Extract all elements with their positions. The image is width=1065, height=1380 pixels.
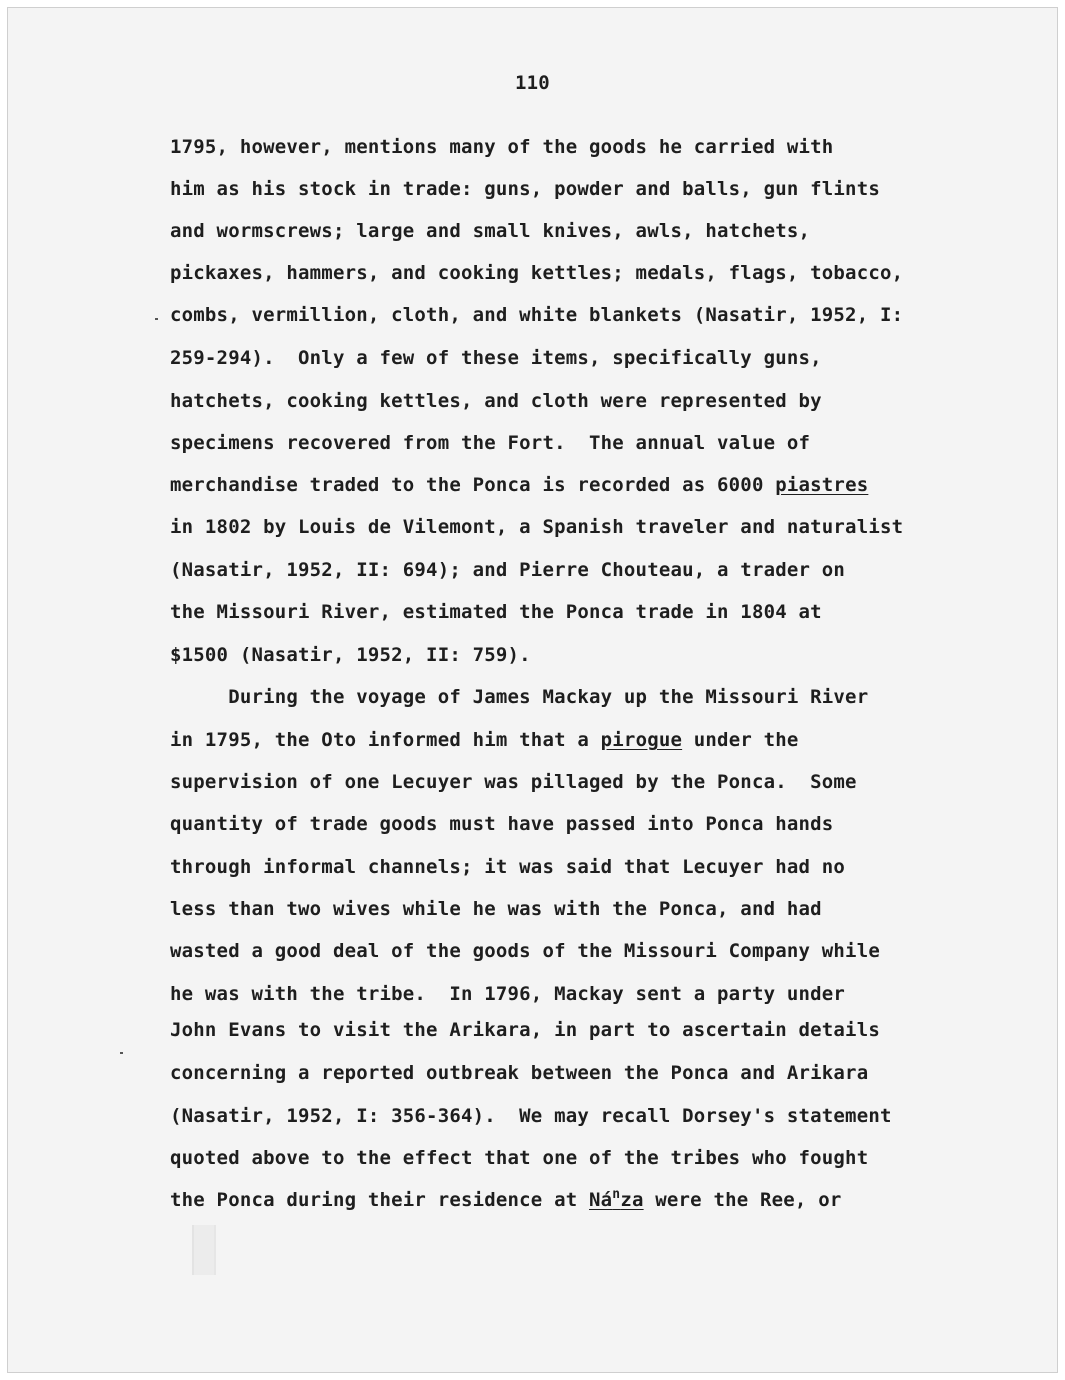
text-line-22: John Evans to visit the Arikara, in part to ascertain details	[170, 1019, 880, 1041]
text-line-7: hatchets, cooking kettles, and cloth were represented by	[170, 390, 822, 412]
text-segment: in 1795, the Oto informed him that a	[170, 729, 601, 751]
underlined-term-nanza	[589, 1189, 644, 1211]
underlined-term-pirogue: pirogue	[600, 729, 683, 751]
text-line-14: During the voyage of James Mackay up the Missouri River	[170, 686, 869, 708]
nanza-part-b: za	[620, 1189, 644, 1211]
text-line-21: he was with the tribe. In 1796, Mackay sent a party under	[170, 983, 846, 1005]
text-line-26	[170, 1189, 841, 1211]
scan-speck	[120, 1052, 123, 1054]
text-segment: were the Ree, or	[643, 1189, 842, 1211]
text-segment: the Ponca during their residence at	[170, 1189, 590, 1211]
text-line-10: in 1802 by Louis de Vilemont, a Spanish traveler and naturalist	[170, 516, 904, 538]
underlined-term-piastres: piastres	[775, 474, 869, 496]
text-line-13: $1500 (Nasatir, 1952, II: 759).	[170, 644, 531, 666]
text-line-6: 259-294). Only a few of these items, specifically guns,	[170, 347, 822, 369]
text-line-18: through informal channels; it was said that Lecuyer had no	[170, 856, 846, 878]
text-line-16: supervision of one Lecuyer was pillaged by the Ponca. Some	[170, 771, 857, 793]
text-line-9	[170, 474, 868, 496]
text-segment: merchandise traded to the Ponca is recorded as 6000	[170, 474, 776, 496]
text-line-11: (Nasatir, 1952, II: 694); and Pierre Chouteau, a trader on	[170, 559, 846, 581]
text-line-2: him as his stock in trade: guns, powder and balls, gun flints	[170, 178, 880, 200]
text-line-1: 1795, however, mentions many of the goods he carried with	[170, 136, 834, 158]
scan-smudge	[192, 1225, 216, 1275]
text-line-4: pickaxes, hammers, and cooking kettles; medals, flags, tobacco,	[170, 262, 904, 284]
text-line-15	[170, 729, 799, 751]
text-line-25: quoted above to the effect that one of the tribes who fought	[170, 1147, 869, 1169]
page-number: 110	[515, 72, 550, 94]
text-line-12: the Missouri River, estimated the Ponca trade in 1804 at	[170, 601, 822, 623]
text-line-8: specimens recovered from the Fort. The annual value of	[170, 432, 811, 454]
text-line-23: concerning a reported outbreak between the Ponca and Arikara	[170, 1062, 869, 1084]
text-line-3: and wormscrews; large and small knives, awls, hatchets,	[170, 220, 811, 242]
nanza-part-a: Ná	[589, 1189, 613, 1211]
text-line-19: less than two wives while he was with the Ponca, and had	[170, 898, 822, 920]
scan-speck	[155, 318, 158, 320]
text-line-24: (Nasatir, 1952, I: 356-364). We may recall Dorsey's statement	[170, 1105, 892, 1127]
nanza-superscript: n	[612, 1187, 621, 1202]
text-line-17: quantity of trade goods must have passed into Ponca hands	[170, 813, 834, 835]
text-line-20: wasted a good deal of the goods of the Missouri Company while	[170, 940, 880, 962]
text-line-5: combs, vermillion, cloth, and white blankets (Nasatir, 1952, I:	[170, 304, 904, 326]
text-segment: under the	[682, 729, 799, 751]
